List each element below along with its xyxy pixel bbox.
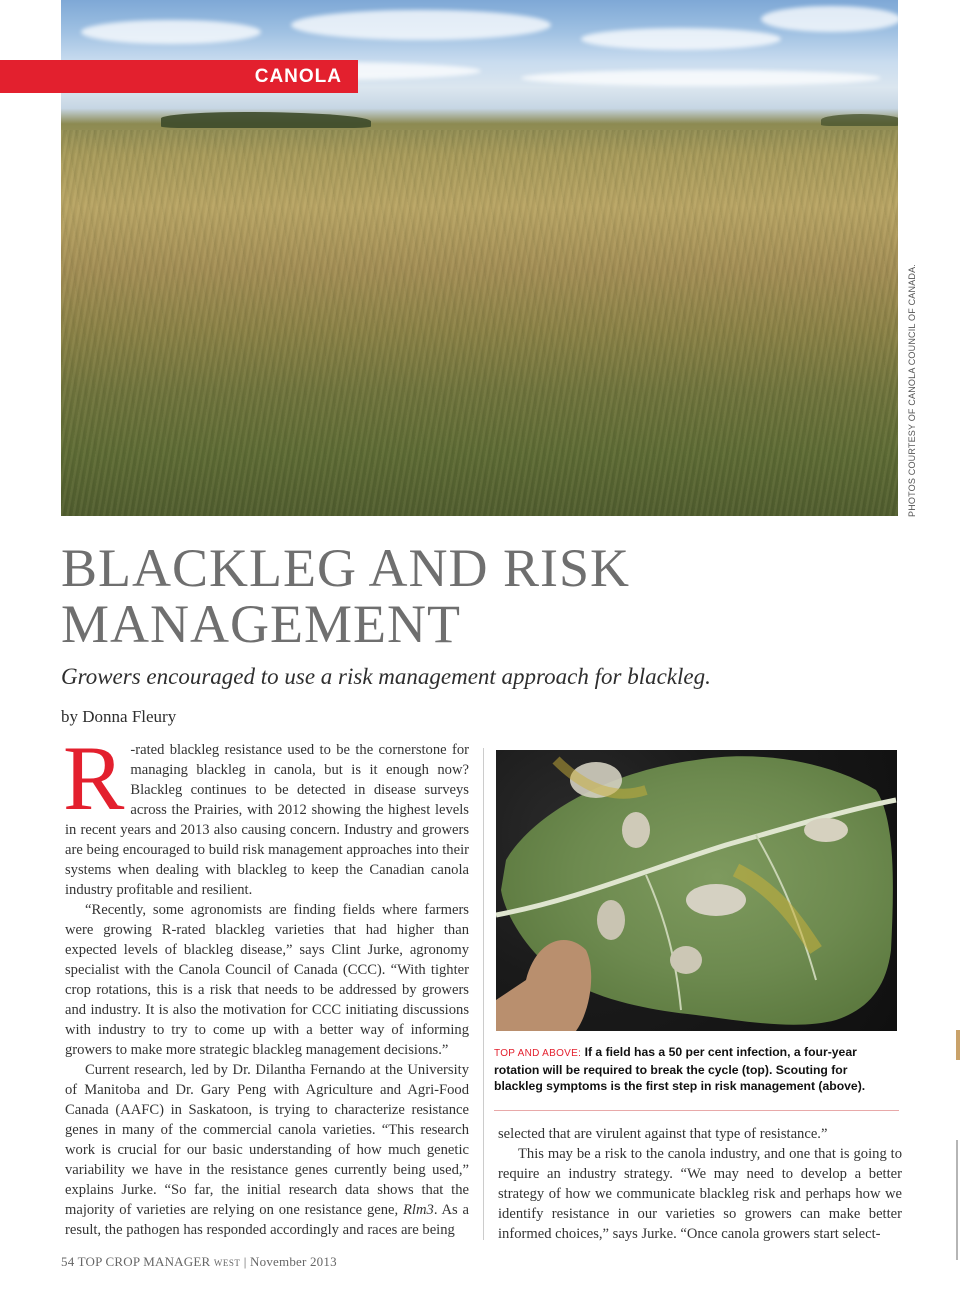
leaf-photo [496, 750, 897, 1031]
title-line-2: MANAGEMENT [61, 594, 461, 654]
page-number: 54 [61, 1254, 75, 1269]
issue-date: November 2013 [250, 1254, 337, 1269]
edge-accent [956, 1140, 958, 1260]
magazine-name: TOP CROP MANAGER [77, 1254, 211, 1269]
body-paragraph: Current research, led by Dr. Dilantha Fernando at the University of Manitoba and Dr. Gary Peng with Agriculture and Agri-Food Canada (AAFC) in Saskatoon, is trying to characterize resistance genes in many of the commercial canola varieties. “This research work is crucial for our basic understanding of how much genetic variability we have in the resistance genes currently being used,” explains Jurke. “So far, the initial research data shows that the majority of varieties are relying on one resistance gene, Rlm3. As a result, the pathogen has responded accordingly and races are being [65, 1062, 469, 1238]
section-tag: CANOLA [0, 60, 358, 93]
leaf-illustration [496, 750, 897, 1031]
body-paragraph: R -rated blackleg resistance used to be the cornerstone for managing blackleg in canola, but is it enough now? Blackleg continues to be detected in disease surveys across the Prairies, with 2012 showing the highest levels in recent years and 2013 also causing concern. Industry and growers are being encouraged to build risk management approaches into their systems when dealing with blackleg to keep the Canadian canola industry profitable and resilient. [63, 727, 469, 898]
article-deck: Growers encouraged to use a risk management approach for blackleg. [61, 664, 711, 689]
article-title [61, 540, 821, 652]
body-paragraph: This may be a risk to the canola industry, and one that is going to require an industry strategy. “We may need to develop a better strategy of how we communicate blackleg risk and perhaps how we identify resistance in our varieties so growers can make better informed choices,” says Jurke. “Once canola growers start select- [498, 1146, 902, 1242]
drop-cap: R [63, 727, 125, 829]
body-column-left [63, 727, 469, 1240]
caption-label: TOP AND ABOVE: [494, 1048, 582, 1059]
caption-divider [494, 1110, 899, 1111]
page-footer [61, 1254, 337, 1270]
caption-text: If a field has a 50 per cent infection, a four-year rotation will be required to break the cycle (top). Scouting for blackleg symptoms is the first step in risk management (above). [494, 1045, 866, 1093]
footer-separator: | [243, 1254, 247, 1269]
gene-name: Rlm3 [403, 1202, 434, 1218]
body-paragraph: “Recently, some agronomists are finding fields where farmers were growing R-rated blackleg varieties that had higher than expected levels of blackleg disease,” says Clint Jurke, agronomy specialist with the Canola Council of Canada (CCC). “With tighter crop rotations, this is a risk that needs to be addressed by growers and industry. It is also the motivation for CCC initiating discussions with industry to try to come up with a better way of informing growers to make more strategic blackleg management decisions.” [65, 902, 469, 1058]
photo-caption [494, 1044, 899, 1094]
body-paragraph: selected that are virulent against that type of resistance.” [498, 1126, 828, 1142]
byline: by Donna Fleury [61, 707, 177, 726]
title-line-1: BLACKLEG AND RISK [61, 538, 631, 598]
photo-credit: PHOTOS COURTESY OF CANOLA COUNCIL OF CANADA. [907, 263, 917, 517]
column-divider [483, 748, 484, 1240]
body-column-right [498, 1124, 902, 1244]
magazine-edition: WEST [213, 1258, 241, 1268]
edge-accent [956, 1030, 960, 1060]
